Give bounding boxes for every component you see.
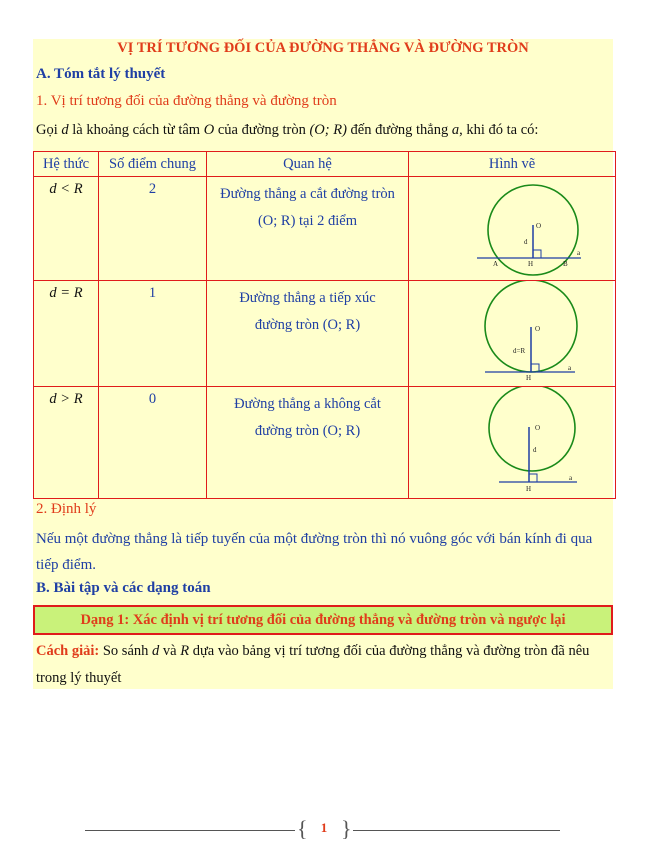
- points-cell: 0: [99, 387, 207, 499]
- relation-description: Đường thẳng a cắt đường tròn (O; R) tại 2 điểm: [207, 177, 409, 281]
- relation-cell: d < R: [34, 177, 99, 281]
- points-cell: 2: [99, 177, 207, 281]
- section-b-heading: B. Bài tập và các dạng toán: [36, 580, 211, 596]
- header-so-diem-chung: Số điểm chung: [99, 152, 207, 177]
- label-b-point: B: [563, 260, 568, 268]
- table-header-row: [34, 152, 616, 177]
- non-intersecting-figure: [409, 387, 615, 497]
- relation-description: Đường thẳng a không cắt đường tròn (O; R): [207, 387, 409, 499]
- label-d: d=R: [513, 347, 526, 355]
- label-a: a: [577, 249, 581, 257]
- relation-cell: d > R: [34, 387, 99, 499]
- footer-brace-right: }: [341, 816, 352, 841]
- method-label: Cách giải:: [36, 643, 100, 659]
- label-h: H: [526, 374, 532, 382]
- label-o: O: [536, 222, 542, 230]
- label-a: a: [569, 474, 573, 482]
- label-o: O: [535, 424, 541, 432]
- page-footer: [85, 818, 560, 844]
- figure-cell: [409, 177, 616, 281]
- page-number: 1: [320, 820, 328, 835]
- section-a-heading: A. Tóm tắt lý thuyết: [36, 66, 166, 82]
- table-row: [34, 387, 616, 499]
- subsection-1-heading: 1. Vị trí tương đối của đường thẳng và đường tròn: [36, 93, 337, 109]
- page-title: VỊ TRÍ TƯƠNG ĐỐI CỦA ĐƯỜNG THẲNG VÀ ĐƯỜNG TRÒN: [117, 40, 529, 56]
- header-hinh-ve: Hình vẽ: [409, 152, 616, 177]
- figure-cell: [409, 281, 616, 387]
- figure-cell: [409, 387, 616, 499]
- dang-1-box: Dạng 1: Xác định vị trí tương đối của đường thẳng và đường tròn và ngược lại: [33, 605, 613, 635]
- relative-position-table: [33, 151, 616, 499]
- relation-description: Đường thẳng a tiếp xúc đường tròn (O; R): [207, 281, 409, 387]
- table-row: [34, 177, 616, 281]
- points-cell: 1: [99, 281, 207, 387]
- footer-brace-left: {: [297, 816, 308, 841]
- relation-cell: d = R: [34, 281, 99, 387]
- subsection-2-heading: 2. Định lý: [36, 501, 97, 517]
- footer-line-left: [85, 830, 295, 831]
- label-a-point: A: [493, 260, 499, 268]
- label-d: d: [524, 238, 528, 246]
- label-h: H: [528, 260, 534, 268]
- tangent-figure: [409, 281, 615, 385]
- label-d: d: [533, 446, 537, 454]
- method-paragraph: Cách giải: So sánh d và R dựa vào bảng vị trí tương đối của đường thẳng và đường tròn đã nêu trong lý thuyết: [36, 643, 590, 686]
- table-row: [34, 281, 616, 387]
- label-o: O: [535, 325, 541, 333]
- intro-paragraph: Gọi d là khoảng cách từ tâm O của đường tròn (O; R) đến đường thẳng a, khi đó ta có:: [36, 122, 539, 138]
- label-h: H: [526, 485, 532, 493]
- theorem-text: Nếu một đường thẳng là tiếp tuyến của một đường tròn thì nó vuông góc với bán kính đi qua tiếp điểm.: [36, 531, 593, 573]
- footer-line-right: [353, 830, 560, 831]
- header-quan-he: Quan hệ: [207, 152, 409, 177]
- header-he-thuc: Hệ thức: [34, 152, 99, 177]
- secant-figure: [409, 177, 615, 279]
- label-a: a: [568, 364, 572, 372]
